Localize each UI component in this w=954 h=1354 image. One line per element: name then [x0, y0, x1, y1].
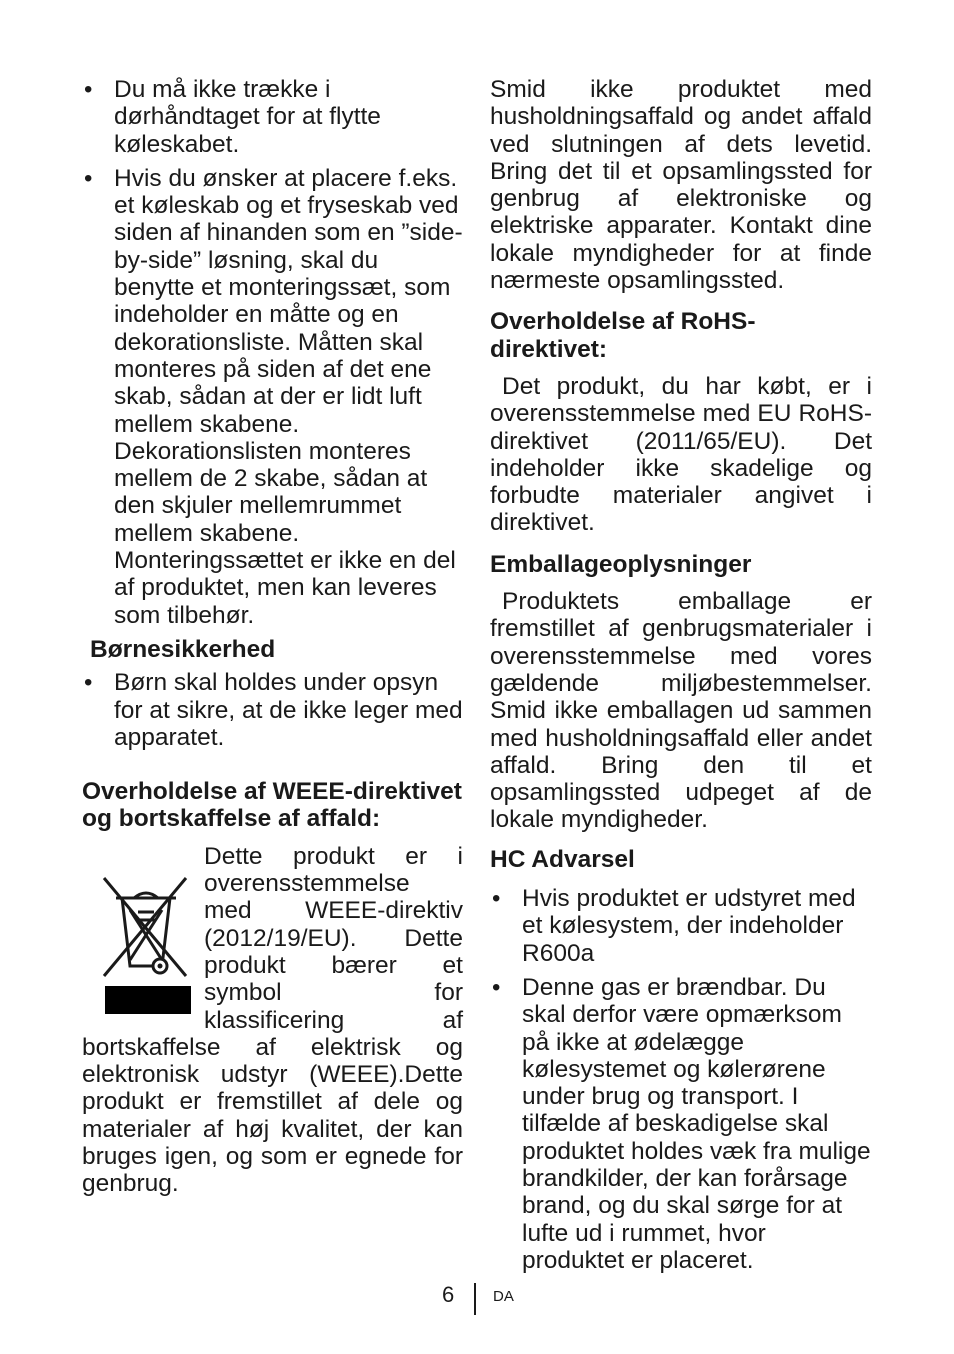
left-column — [82, 76, 463, 1198]
rohs-heading: Overholdelse af RoHS-direktivet: — [490, 308, 756, 363]
weee-black-bar — [105, 986, 191, 1014]
bullet-list-child — [82, 669, 463, 751]
weee-text: Dette produkt er i overensstemmelse med WEEE-direktiv (2012/19/EU). Dette produkt bærer et symbol for klassificering af bortskaffelse af elektrisk og elektronisk udstyr (WEEE).Dette produkt er fremstillet af dele og materialer af høj kvalitet, der kan bruges igen, og som er egnede for genbrug. — [82, 842, 463, 1198]
list-item: • Denne gas er brændbar. Du skal derfor være opmærksom på ikke at ødelægge kølesystemet og kølerørene under brug og transport. I tilfælde af beskadigelse skal produktet holdes væk fra mulige brandkilder, der kan forårsage brand, og du skal sørge for at lufte ud i rummet, hvor produktet er placeret. — [490, 974, 872, 1274]
child-safety-heading: Børnesikkerhed — [90, 635, 276, 663]
rohs-paragraph: Det produkt, du har købt, er i overensstemmelse med EU RoHS-direktivet (2011/65/EU). Det indeholder ikke skadelige og forbudte materialer angivet i direktivet. — [490, 372, 872, 537]
list-item: • Børn skal holdes under opsyn for at sikre, at de ikke leger med apparatet. — [82, 669, 463, 751]
hc-bullet-list — [490, 885, 872, 1274]
page-number: 6 — [442, 1282, 455, 1307]
bullet-list-top — [82, 76, 463, 629]
list-item: • Du må ikke trække i dørhåndtaget for at flytte køleskabet. — [82, 76, 463, 158]
crossed-bin-icon — [82, 868, 192, 1018]
packaging-paragraph: Produktets emballage er fremstillet af genbrugsmaterialer i overensstemmelse med vores gældende miljøbestemmelser. Smid ikke emballagen ud sammen med husholdningsaffald eller andet affald. Bring den til et opsamlingssted udpeget af de lokale myndigheder. — [490, 588, 872, 834]
disposal-paragraph: Smid ikke produktet med husholdningsaffald og andet affald ved slutningen af dets levetid. Bring det til et opsamlingssted for genbrug af elektroniske og elektriske apparater. Kontakt dine lokale myndigheder for at finde nærmeste opsamlingssted. — [490, 76, 872, 295]
packaging-heading: Emballageoplysninger — [490, 550, 752, 578]
weee-heading: Overholdelse af WEEE-direktivet og bortskaffelse af affald: — [82, 778, 462, 833]
list-item: • Hvis du ønsker at placere f.eks. et køleskab og et fryseskab ved siden af hinanden som en ”side-by-side” løsning, skal du benytte et monteringssæt, som indeholder en måtte og en dekorationsliste. Måtten skal monteres på siden af det ene skab, sådan at der er lidt luft mellem skabene. Dekorationslisten monteres mellem de 2 skabe, sådan at den skjuler mellemrummet mellem skabene. Monteringssættet er ikke en del af produktet, men kan leveres som tilbehør. — [82, 165, 463, 629]
right-column — [490, 76, 872, 1281]
language-code: DA — [493, 1288, 514, 1305]
hc-warning-heading: HC Advarsel — [490, 845, 635, 873]
weee-section — [82, 843, 463, 1198]
footer-divider — [474, 1283, 476, 1315]
list-item: • Hvis produktet er udstyret med et kølesystem, der indeholder R600a — [490, 885, 872, 967]
